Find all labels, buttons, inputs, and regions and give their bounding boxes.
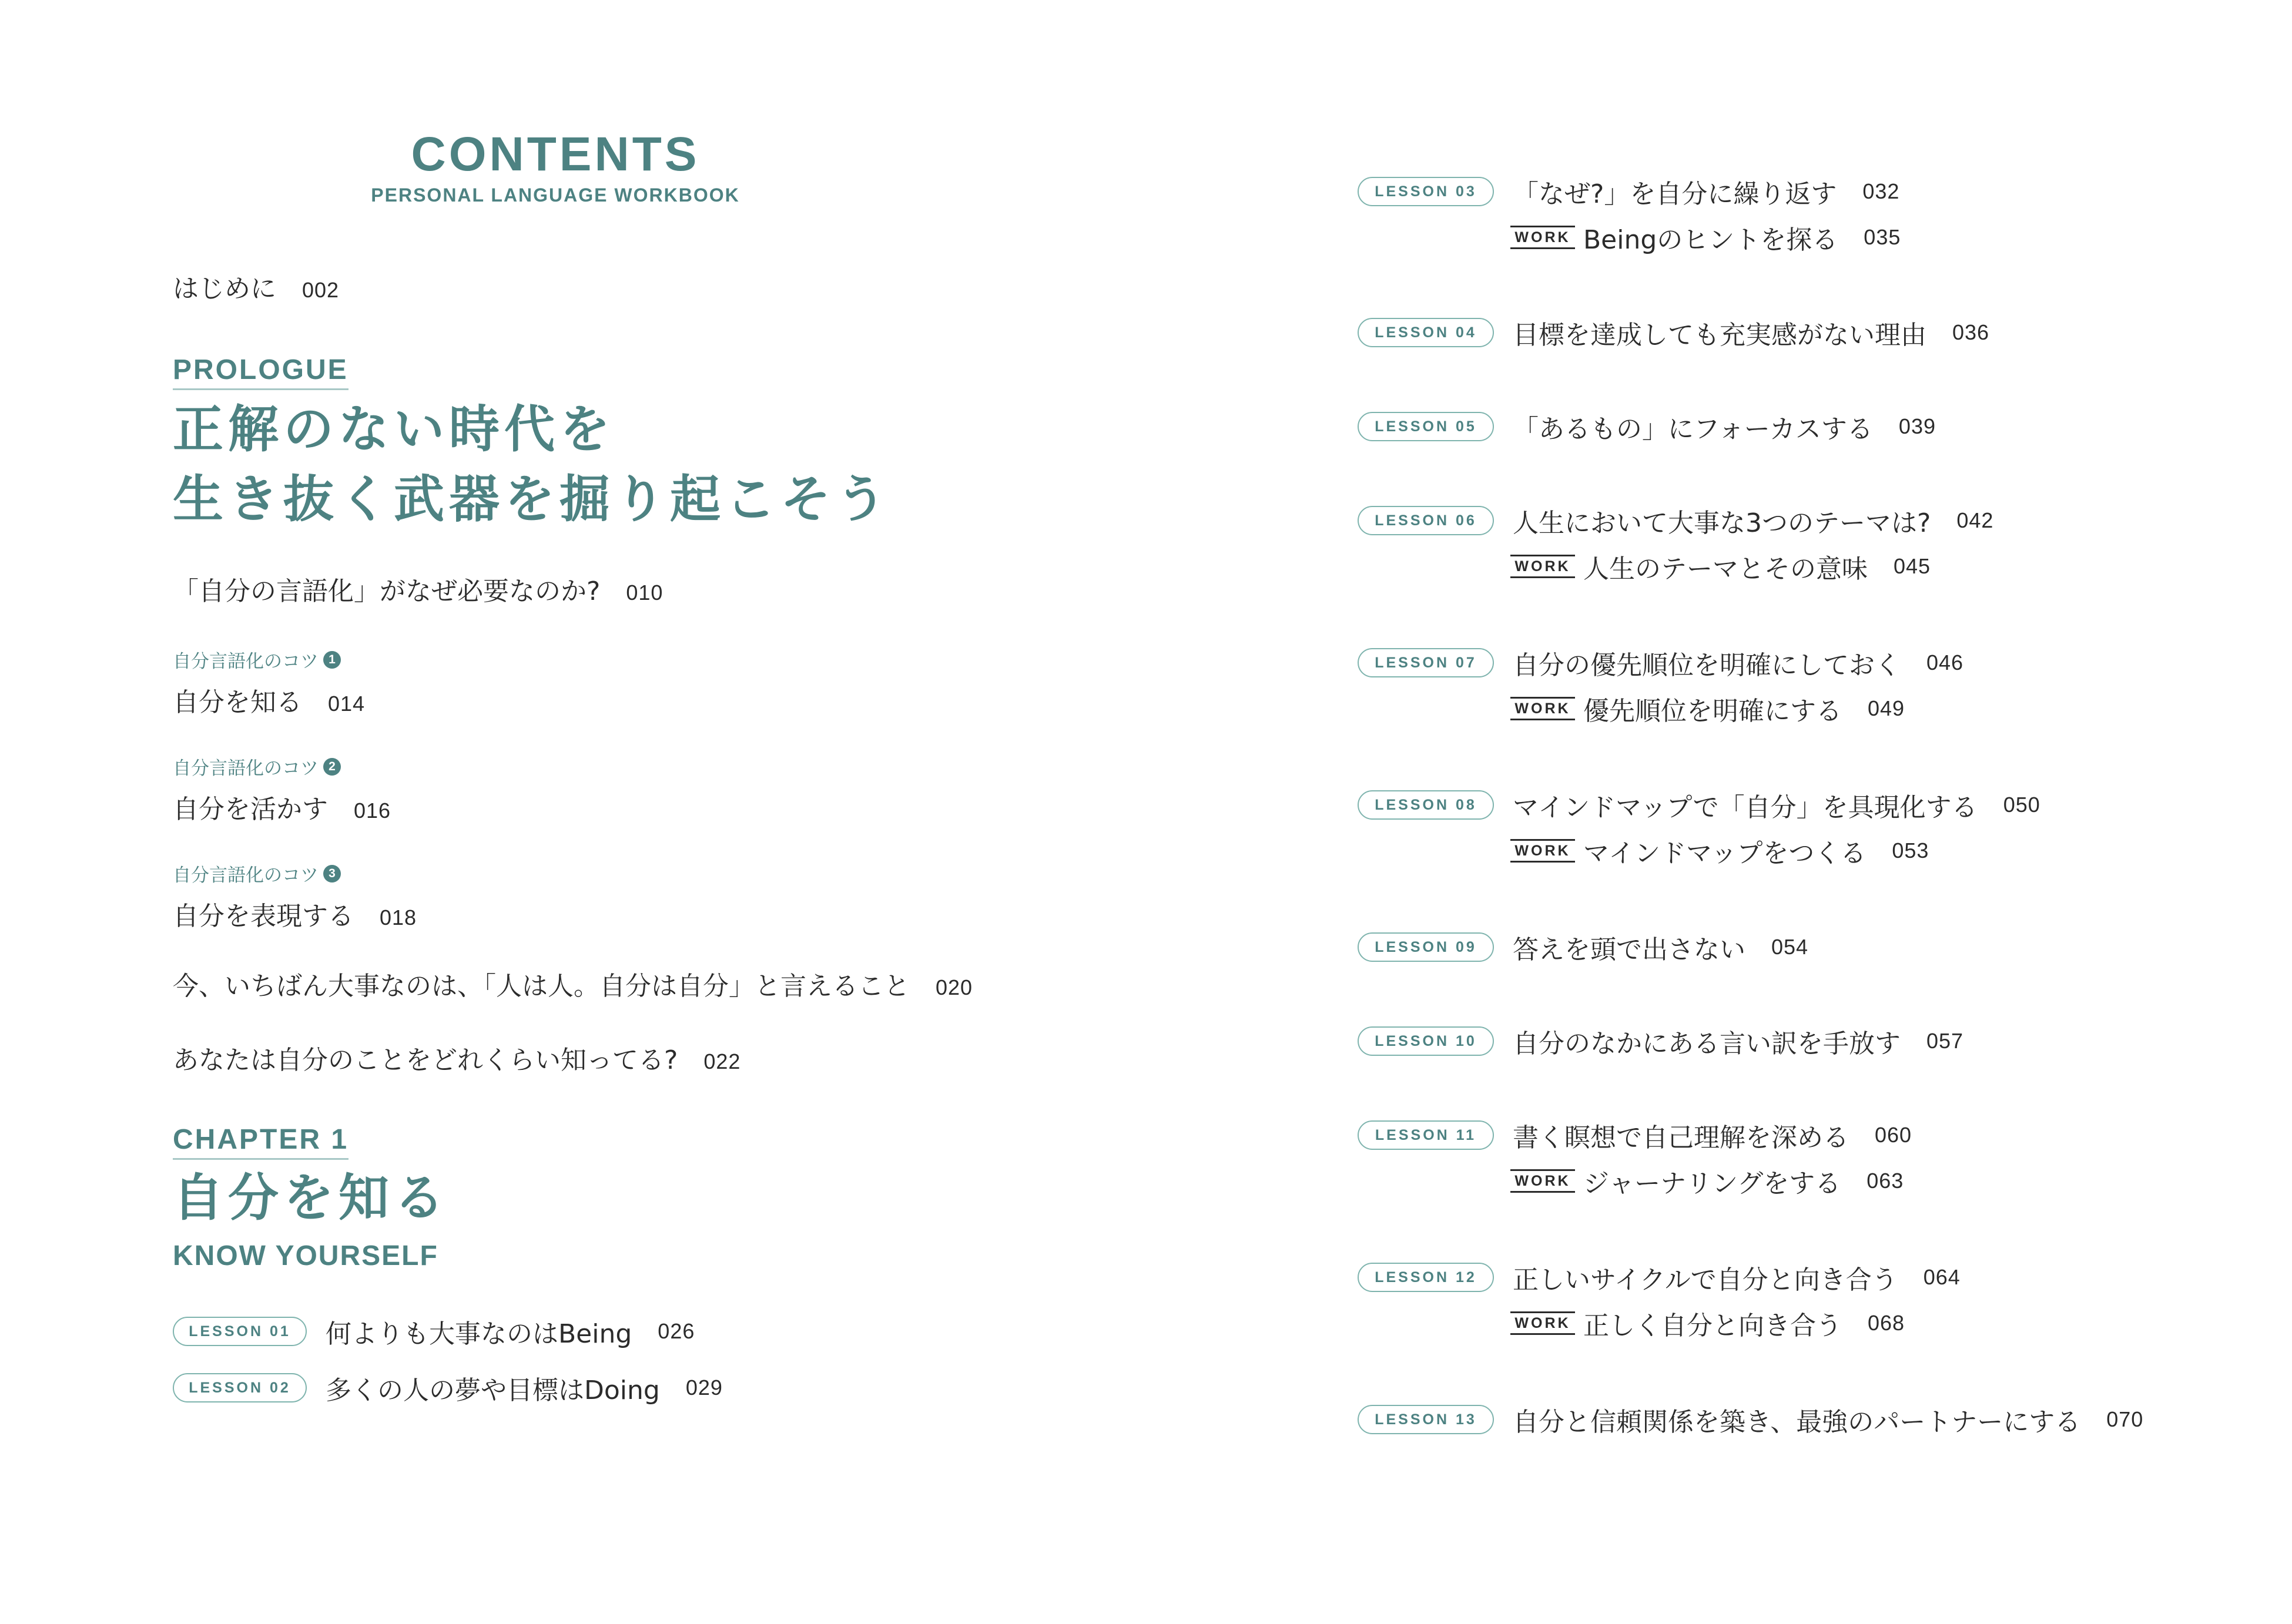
toc-entry-text: 多くの人の夢や目標はDoing (326, 1375, 660, 1405)
lesson-tag: LESSON 12 (1358, 1263, 1494, 1292)
toc-entry-text: 「自分の言語化」がなぜ必要なのか? (173, 576, 601, 606)
toc-page-number: 053 (1892, 838, 1929, 863)
chapter-subtitle: KNOW YOURSELF (173, 1240, 438, 1271)
toc-entry-text: 自分のなかにある言い訳を手放す (1513, 1029, 1901, 1059)
toc-page-number: 018 (380, 905, 417, 930)
lesson-row[interactable] (1358, 502, 1993, 539)
lesson-row[interactable] (1358, 1401, 2143, 1438)
toc-entry-text: 自分を表現する (173, 901, 354, 931)
toc-entry-text: 今、いちばん大事なのは、「人は人。自分は自分」と言えること (173, 971, 910, 1001)
toc-entry-text: マインドマップをつくる (1583, 838, 1867, 868)
work-tag: WORK (1510, 226, 1575, 249)
toc-entry-intro[interactable] (173, 267, 339, 305)
tip-block-3[interactable] (173, 860, 417, 932)
toc-page-number: 045 (1894, 554, 1931, 578)
contents-title: CONTENTS (411, 127, 700, 181)
toc-page-number: 016 (354, 798, 391, 823)
toc-page-number: 063 (1867, 1169, 1904, 1193)
toc-page-number: 050 (2003, 793, 2040, 817)
lesson-tag: LESSON 05 (1358, 412, 1494, 441)
toc-page-number: 070 (2106, 1407, 2144, 1431)
tip-label-text: 自分言語化のコツ (173, 651, 319, 672)
lesson-row[interactable] (173, 1313, 695, 1350)
tip-label (173, 646, 365, 673)
tip-entry (173, 895, 417, 932)
lesson-tag: LESSON 04 (1358, 318, 1494, 347)
toc-page-number: 057 (1926, 1029, 1964, 1053)
toc-entry[interactable] (173, 570, 663, 608)
lesson-row[interactable] (1358, 786, 2040, 824)
lesson-row[interactable] (1358, 644, 1963, 682)
tip-label-text: 自分言語化のコツ (173, 865, 319, 886)
toc-entry-text: 正しく自分と向き合う (1583, 1311, 1842, 1341)
toc-page-number: 054 (1771, 935, 1809, 959)
chapter-title: 自分を知る (173, 1169, 449, 1227)
toc-entry-text: 自分の優先順位を明確にしておく (1513, 650, 1901, 680)
work-tag: WORK (1510, 839, 1575, 863)
lesson-tag: LESSON 11 (1358, 1120, 1494, 1150)
lesson-row[interactable] (1358, 1022, 1963, 1060)
toc-page-number: 068 (1868, 1311, 1905, 1335)
lesson-row[interactable] (1358, 173, 1899, 210)
toc-page-number: 032 (1862, 179, 1900, 203)
toc-page-number: 022 (703, 1049, 741, 1073)
toc-page-number: 014 (328, 692, 366, 716)
toc-page-number: 046 (1926, 650, 1964, 675)
toc-entry-text: 何よりも大事なのはBeing (326, 1319, 632, 1349)
lesson-row[interactable] (1358, 928, 1808, 966)
toc-entry-text: 目標を達成しても充実感がない理由 (1513, 320, 1926, 350)
tip-number-badge: 1 (323, 651, 341, 669)
lesson-tag: LESSON 01 (173, 1317, 307, 1346)
chapter-label: CHAPTER 1 (173, 1123, 349, 1160)
prologue-title (173, 395, 891, 534)
toc-page-number: 029 (685, 1375, 723, 1400)
toc-page-number: 010 (626, 581, 664, 605)
contents-subtitle: PERSONAL LANGUAGE WORKBOOK (371, 184, 740, 206)
tip-label (173, 753, 391, 780)
toc-entry-text: 書く瞑想で自己理解を深める (1513, 1123, 1849, 1153)
lesson-tag: LESSON 08 (1358, 790, 1494, 820)
prologue-label: PROLOGUE (173, 354, 349, 390)
toc-page-number: 002 (302, 278, 340, 302)
lesson-row[interactable] (173, 1369, 723, 1407)
toc-page-number: 064 (1923, 1265, 1961, 1289)
work-tag: WORK (1510, 697, 1575, 720)
tip-entry (173, 788, 391, 826)
toc-page-number: 039 (1898, 414, 1936, 438)
toc-entry-text: 自分を活かす (173, 794, 328, 824)
toc-entry-text: Beingのヒントを探る (1583, 225, 1838, 255)
work-row[interactable] (1510, 219, 1901, 256)
toc-entry-text: あなたは自分のことをどれくらい知ってる? (173, 1045, 678, 1075)
toc-entry-text: 正しいサイクルで自分と向き合う (1513, 1265, 1898, 1295)
lesson-tag: LESSON 02 (173, 1373, 307, 1402)
lesson-row[interactable] (1358, 1116, 1912, 1154)
toc-entry[interactable] (173, 1039, 740, 1076)
toc-entry-text: 「なぜ?」を自分に繰り返す (1513, 179, 1837, 209)
toc-entry-text: 「あるもの」にフォーカスする (1513, 414, 1873, 444)
tip-number-badge: 3 (323, 865, 341, 883)
work-row[interactable] (1510, 1162, 1904, 1200)
toc-entry-text: 人生において大事な3つのテーマは? (1513, 508, 1931, 538)
work-row[interactable] (1510, 548, 1931, 585)
lesson-tag: LESSON 13 (1358, 1405, 1494, 1434)
toc-page-number: 026 (658, 1319, 695, 1343)
tip-entry (173, 681, 365, 719)
tip-label-text: 自分言語化のコツ (173, 758, 319, 779)
toc-entry-text: 答えを頭で出さない (1513, 935, 1745, 965)
toc-page-number: 060 (1875, 1123, 1912, 1147)
lesson-row[interactable] (1358, 1259, 1961, 1296)
lesson-tag: LESSON 10 (1358, 1026, 1494, 1056)
work-row[interactable] (1510, 690, 1905, 727)
tip-number-badge: 2 (323, 758, 341, 776)
toc-entry-text: 人生のテーマとその意味 (1583, 554, 1868, 584)
work-tag: WORK (1510, 1311, 1575, 1335)
work-tag: WORK (1510, 1169, 1575, 1193)
toc-page-number: 035 (1864, 225, 1901, 249)
tip-label (173, 860, 417, 887)
toc-entry[interactable] (173, 965, 973, 1002)
lesson-row[interactable] (1358, 408, 1936, 445)
toc-page-number: 042 (1956, 508, 1994, 532)
tip-block-2[interactable] (173, 753, 391, 826)
toc-entry-text: 自分を知る (173, 687, 302, 717)
work-row[interactable] (1510, 1304, 1905, 1342)
toc-entry-text: はじめに (173, 274, 276, 304)
toc-entry-text: マインドマップで「自分」を具現化する (1513, 793, 1978, 823)
lesson-tag: LESSON 06 (1358, 506, 1494, 535)
toc-entry-text: 自分と信頼関係を築き、最強のパートナーにする (1513, 1407, 2081, 1437)
toc-page-number: 049 (1868, 696, 1905, 720)
work-row[interactable] (1510, 832, 1929, 870)
lesson-tag: LESSON 03 (1358, 177, 1494, 206)
toc-page-number: 036 (1952, 320, 1990, 344)
prologue-title-line1: 正解のない時代を (173, 400, 615, 459)
lesson-row[interactable] (1358, 314, 1989, 351)
tip-block-1[interactable] (173, 646, 365, 719)
lesson-tag: LESSON 09 (1358, 932, 1494, 962)
lesson-tag: LESSON 07 (1358, 648, 1494, 677)
prologue-title-line2: 生き抜く武器を掘り起こそう (173, 469, 891, 529)
toc-page-number: 020 (936, 975, 973, 999)
toc-entry-text: 優先順位を明確にする (1583, 696, 1842, 726)
toc-entry-text: ジャーナリングをする (1583, 1169, 1841, 1199)
work-tag: WORK (1510, 555, 1575, 578)
